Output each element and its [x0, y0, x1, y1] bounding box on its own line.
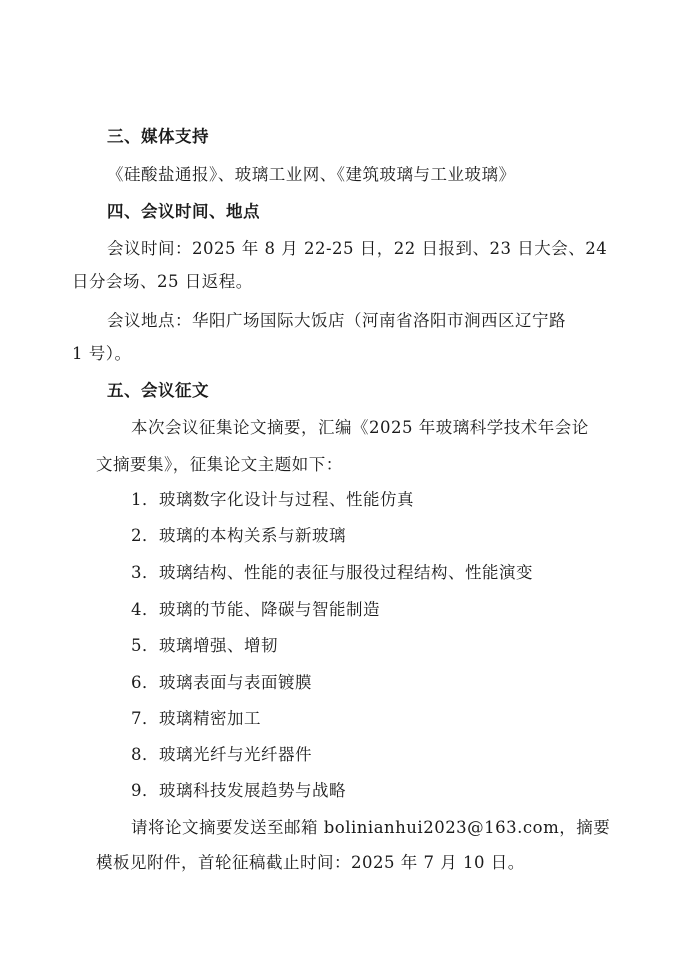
topic-item: 6．玻璃表面与表面镀膜 — [131, 673, 312, 692]
call-intro-line-1: 本次会议征集论文摘要，汇编《2025 年玻璃科学技术年会论 — [131, 418, 589, 437]
meeting-place-line-1: 会议地点：华阳广场国际大饭店（河南省洛阳市涧西区辽宁路 — [107, 311, 566, 330]
topic-item: 1．玻璃数字化设计与过程、性能仿真 — [131, 490, 414, 509]
topic-item: 8．玻璃光纤与光纤器件 — [131, 745, 312, 764]
meeting-time-line-1: 会议时间：2025 年 8 月 22-25 日，22 日报到、23 日大会、24 — [107, 239, 608, 258]
submission-line-2: 模板见附件，首轮征稿截止时间：2025 年 7 月 10 日。 — [96, 853, 525, 872]
topic-item: 7．玻璃精密加工 — [131, 709, 261, 728]
topic-item: 2．玻璃的本构关系与新玻璃 — [131, 526, 346, 545]
media-list: 《硅酸盐通报》、玻璃工业网、《建筑玻璃与工业玻璃》 — [107, 165, 516, 184]
section-heading-media-support: 三、媒体支持 — [107, 127, 209, 146]
submission-line-1: 请将论文摘要发送至邮箱 bolinianhui2023@163.com，摘要 — [131, 818, 611, 837]
meeting-time-line-2: 日分会场、25 日返程。 — [72, 272, 253, 291]
section-heading-call-for-papers: 五、会议征文 — [107, 381, 209, 400]
topic-item: 3．玻璃结构、性能的表征与服役过程结构、性能演变 — [131, 563, 533, 582]
meeting-place-line-2: 1 号）。 — [72, 344, 132, 363]
topic-item: 9．玻璃科技发展趋势与战略 — [131, 781, 346, 800]
call-intro-line-2: 文摘要集》，征集论文主题如下： — [96, 455, 343, 474]
topic-item: 4．玻璃的节能、降碳与智能制造 — [131, 600, 380, 619]
section-heading-time-place: 四、会议时间、地点 — [107, 202, 260, 221]
topic-item: 5．玻璃增强、增韧 — [131, 636, 278, 655]
